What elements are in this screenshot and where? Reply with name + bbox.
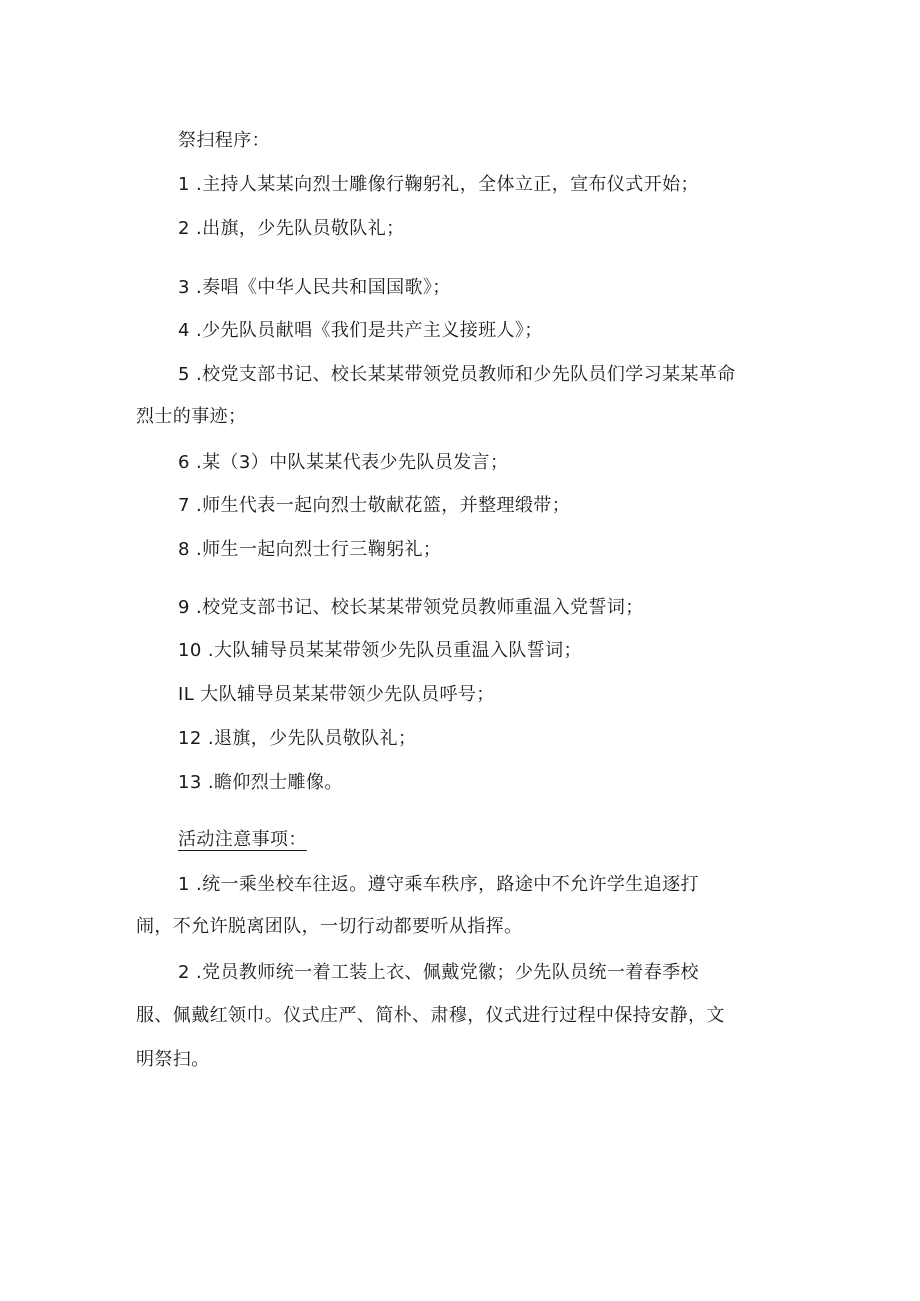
notes-line: 2 .党员教师统一着工装上衣、佩戴党徽；少先队员统一着春季校 [178, 962, 699, 983]
notes-line-continuation: 明祭扫。 [136, 1049, 210, 1070]
program-step: IL 大队辅导员某某带领少先队员呼号； [178, 684, 495, 705]
notes-line-continuation: 服、佩戴红领巾。仪式庄严、简朴、肃穆，仪式进行过程中保持安静，文 [136, 1005, 725, 1026]
program-step: 10 .大队辅导员某某带领少先队员重温入队誓词； [178, 640, 582, 661]
program-step: 2 .出旗，少先队员敬队礼； [178, 218, 405, 239]
program-step: 12 .退旗，少先队员敬队礼； [178, 728, 417, 749]
notes-line: 1 .统一乘坐校车往返。遵守乘车秩序，路途中不允许学生追逐打 [178, 874, 699, 895]
program-step: 3 .奏唱《中华人民共和国国歌》； [178, 277, 451, 298]
program-step: 4 .少先队员献唱《我们是共产主义接班人》； [178, 320, 543, 341]
program-step-continuation: 烈士的事迹； [136, 406, 247, 427]
program-step: 8 .师生一起向烈士行三鞠躬礼； [178, 539, 442, 560]
notes-heading: 活动注意事项： [178, 829, 307, 850]
program-heading: 祭扫程序： [178, 130, 270, 151]
program-step: 6 .某（3）中队某某代表少先队员发言； [178, 452, 509, 473]
program-step: 7 .师生代表一起向烈士敬献花篮，并整理缎带； [178, 495, 571, 516]
program-step: 1 .主持人某某向烈士雕像行鞠躬礼，全体立正，宣布仪式开始； [178, 174, 699, 195]
program-step: 9 .校党支部书记、校长某某带领党员教师重温入党誓词； [178, 597, 644, 618]
notes-line-continuation: 闹，不允许脱离团队，一切行动都要听从指挥。 [136, 916, 523, 937]
program-step: 13 .瞻仰烈士雕像。 [178, 772, 343, 793]
program-step: 5 .校党支部书记、校长某某带领党员教师和少先队员们学习某某革命 [178, 364, 736, 385]
